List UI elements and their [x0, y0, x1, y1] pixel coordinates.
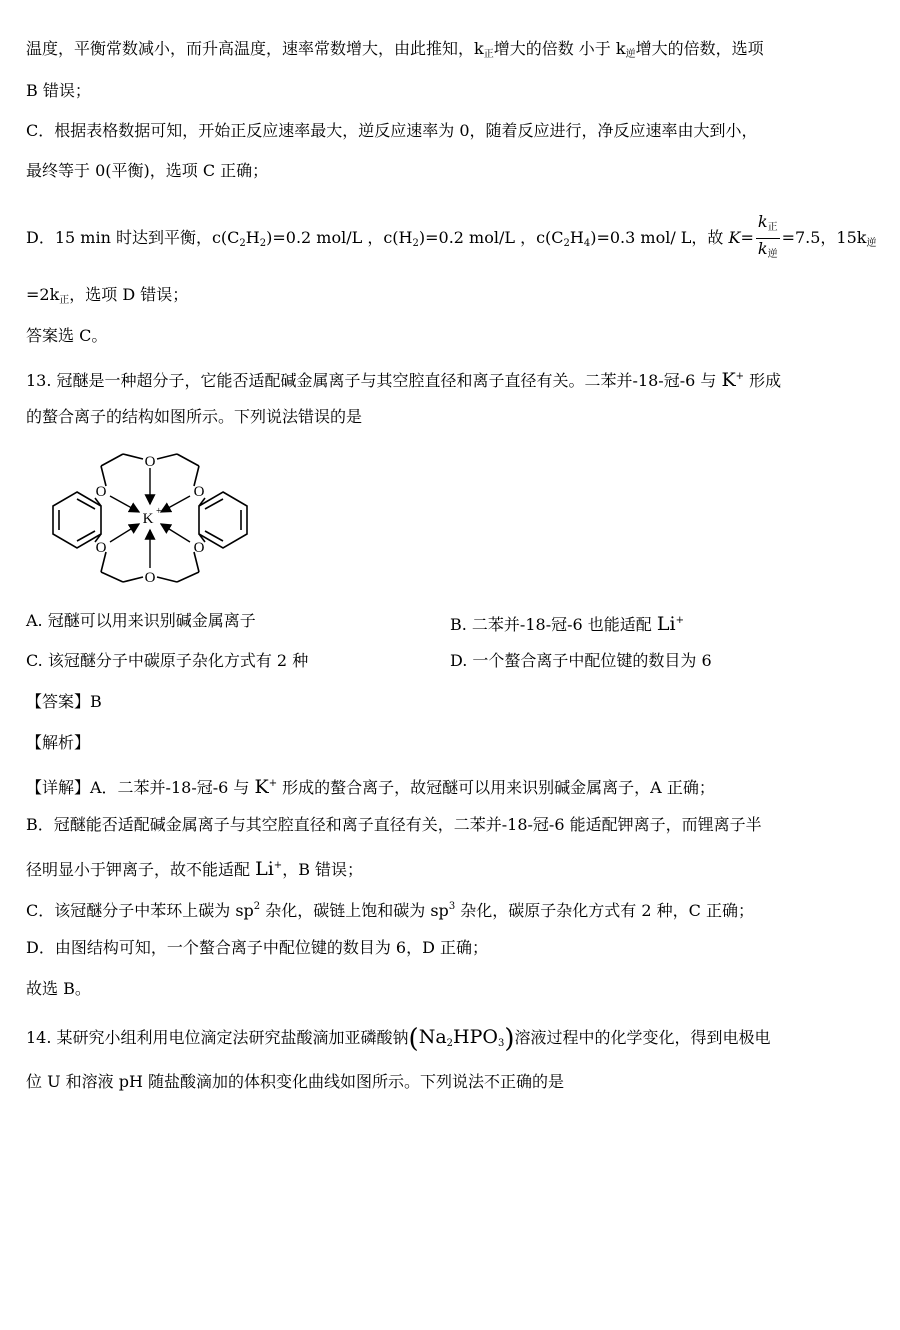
detail-line-5: D．由图结构可知，一个螯合离子中配位键的数目为 6，D 正确； [26, 938, 489, 957]
oxygen-atom-label: O [144, 454, 156, 470]
subscript: 2 [259, 238, 267, 249]
subscript: 2 [446, 1038, 454, 1049]
oxygen-atom-label: O [95, 540, 107, 556]
paren-close: ) [504, 1024, 515, 1054]
subscript: 正 [767, 222, 778, 233]
text: = [740, 228, 754, 247]
detail-line-3 [26, 855, 363, 881]
text: )=0.2 mol/L ，c(H [266, 228, 413, 247]
oxygen-atom-label: O [193, 484, 205, 500]
question-14-line-2: 位 U 和溶液 pH 随盐酸滴加的体积变化曲线如图所示。下列说法不正确的是 [26, 1072, 565, 1091]
oxygen-atom-label: O [144, 570, 156, 586]
text: D．15 min 时达到平衡，c(C [26, 228, 240, 247]
rate-constant-fraction [756, 212, 780, 265]
text-line-7: 答案选 C。 [26, 326, 108, 345]
subscript: 3 [497, 1038, 505, 1049]
text-line-4: 最终等于 0(平衡)，选项 C 正确； [26, 161, 269, 180]
text: k [757, 212, 768, 231]
text: k [757, 239, 768, 258]
superscript: 3 [448, 901, 456, 912]
subscript: 4 [583, 238, 591, 249]
potassium-ion-label: K [142, 511, 154, 527]
text-line-5 [26, 212, 877, 262]
subscript: 逆 [767, 249, 778, 260]
text: H [245, 228, 260, 247]
subscript: 2 [563, 238, 570, 249]
text: 杂化，碳链上饱和碳为 sp [260, 901, 449, 920]
text: 14. 某研究小组利用电位滴定法研究盐酸滴加亚磷酸钠 [26, 1028, 409, 1047]
text: 径明显小于钾离子，故不能适配 [26, 860, 256, 879]
text: B. 二苯并-18-冠-6 也能适配 [450, 615, 657, 634]
text: H [569, 228, 584, 247]
ion-symbol: K [721, 369, 736, 391]
potassium-ion-charge: + [156, 506, 162, 517]
answer-label: 【答案】B [26, 692, 102, 711]
ion-symbol: Li [656, 613, 676, 635]
ion-symbol: K [254, 776, 269, 798]
superscript: + [268, 778, 278, 789]
crown-ether-structure-figure [25, 446, 275, 586]
detail-line-2: B．冠醚能否适配碱金属离子与其空腔直径和离子直径有关，二苯并-18-冠-6 能适配钾离子，而锂离子半 [26, 815, 762, 834]
text: )=0.3 mol/ L，故 [590, 228, 729, 247]
text: C．该冠醚分子中苯环上碳为 sp [26, 901, 254, 920]
coordination-bond-arrow [161, 524, 190, 542]
text-line-2: B 错误； [26, 81, 91, 100]
formula-text: HPO [453, 1026, 498, 1048]
analysis-label: 【解析】 [26, 733, 91, 752]
detail-line-1 [26, 773, 715, 799]
k-symbol: K [728, 228, 741, 247]
subscript: 正 [59, 295, 70, 306]
text: 杂化，碳原子杂化方式有 2 种，C 正确； [455, 901, 754, 920]
fraction-denominator [756, 239, 780, 265]
superscript: + [675, 615, 684, 626]
text: 增大的倍数，选项 [635, 39, 764, 58]
text: =7.5，15k [781, 228, 867, 247]
detail-line-6: 故选 B。 [26, 979, 91, 998]
text: ，B 错误； [282, 860, 364, 879]
text: 形成 [744, 371, 782, 390]
question-13-line-2: 的螯合离子的结构如图所示。下列说法错误的是 [26, 407, 363, 426]
text-line-6 [26, 284, 188, 312]
option-a: A. 冠醚可以用来识别碱金属离子 [26, 611, 256, 630]
text: 形成的螯合离子，故冠醚可以用来识别碱金属离子，A 正确； [277, 778, 715, 797]
text: 增大的倍数 小于 k [493, 39, 626, 58]
text-line-3: C．根据表格数据可知，开始正反应速率最大，逆反应速率为 0，随着反应进行，净反应速率由大到小， [26, 121, 758, 140]
ion-symbol: Li [255, 858, 274, 880]
paren-open: ( [408, 1024, 419, 1054]
subscript: 2 [412, 238, 419, 249]
oxygen-atom-label: O [95, 484, 107, 500]
text-line-1 [26, 38, 764, 66]
question-14-line-1 [26, 1022, 771, 1059]
question-13-line-1 [26, 366, 781, 392]
text: =2k [26, 285, 60, 304]
text: ，选项 D 错误； [69, 285, 189, 304]
text: 温度，平衡常数减小，而升高温度，速率常数增大，由此推知，k [26, 39, 484, 58]
option-b [450, 610, 684, 636]
left-benzene-ring [53, 492, 101, 548]
option-c: C. 该冠醚分子中碳原子杂化方式有 2 种 [26, 651, 309, 670]
right-benzene-ring [199, 492, 247, 548]
detail-line-4 [26, 896, 754, 922]
superscript: + [273, 860, 283, 871]
coordination-bond-arrow [110, 496, 139, 512]
coordination-bond-arrow [110, 524, 139, 542]
subscript: 逆 [866, 238, 877, 249]
text: )=0.2 mol/L ，c(C [418, 228, 564, 247]
fraction-numerator [756, 212, 780, 239]
superscript: + [735, 371, 745, 382]
text: 溶液过程中的化学变化，得到电极电 [514, 1028, 771, 1047]
subscript: 2 [239, 238, 246, 249]
formula-text: Na [418, 1026, 447, 1048]
oxygen-atom-label: O [193, 540, 205, 556]
text: 13. 冠醚是一种超分子，它能否适配碱金属离子与其空腔直径和离子直径有关。二苯并-18-冠-6 与 [26, 371, 722, 390]
text: 【详解】A．二苯并-18-冠-6 与 [26, 778, 255, 797]
option-d: D. 一个螯合离子中配位键的数目为 6 [450, 651, 712, 670]
subscript: 逆 [625, 49, 636, 60]
subscript: 正 [483, 49, 494, 60]
superscript: 2 [253, 901, 261, 912]
coordination-bond-arrow [161, 496, 190, 512]
